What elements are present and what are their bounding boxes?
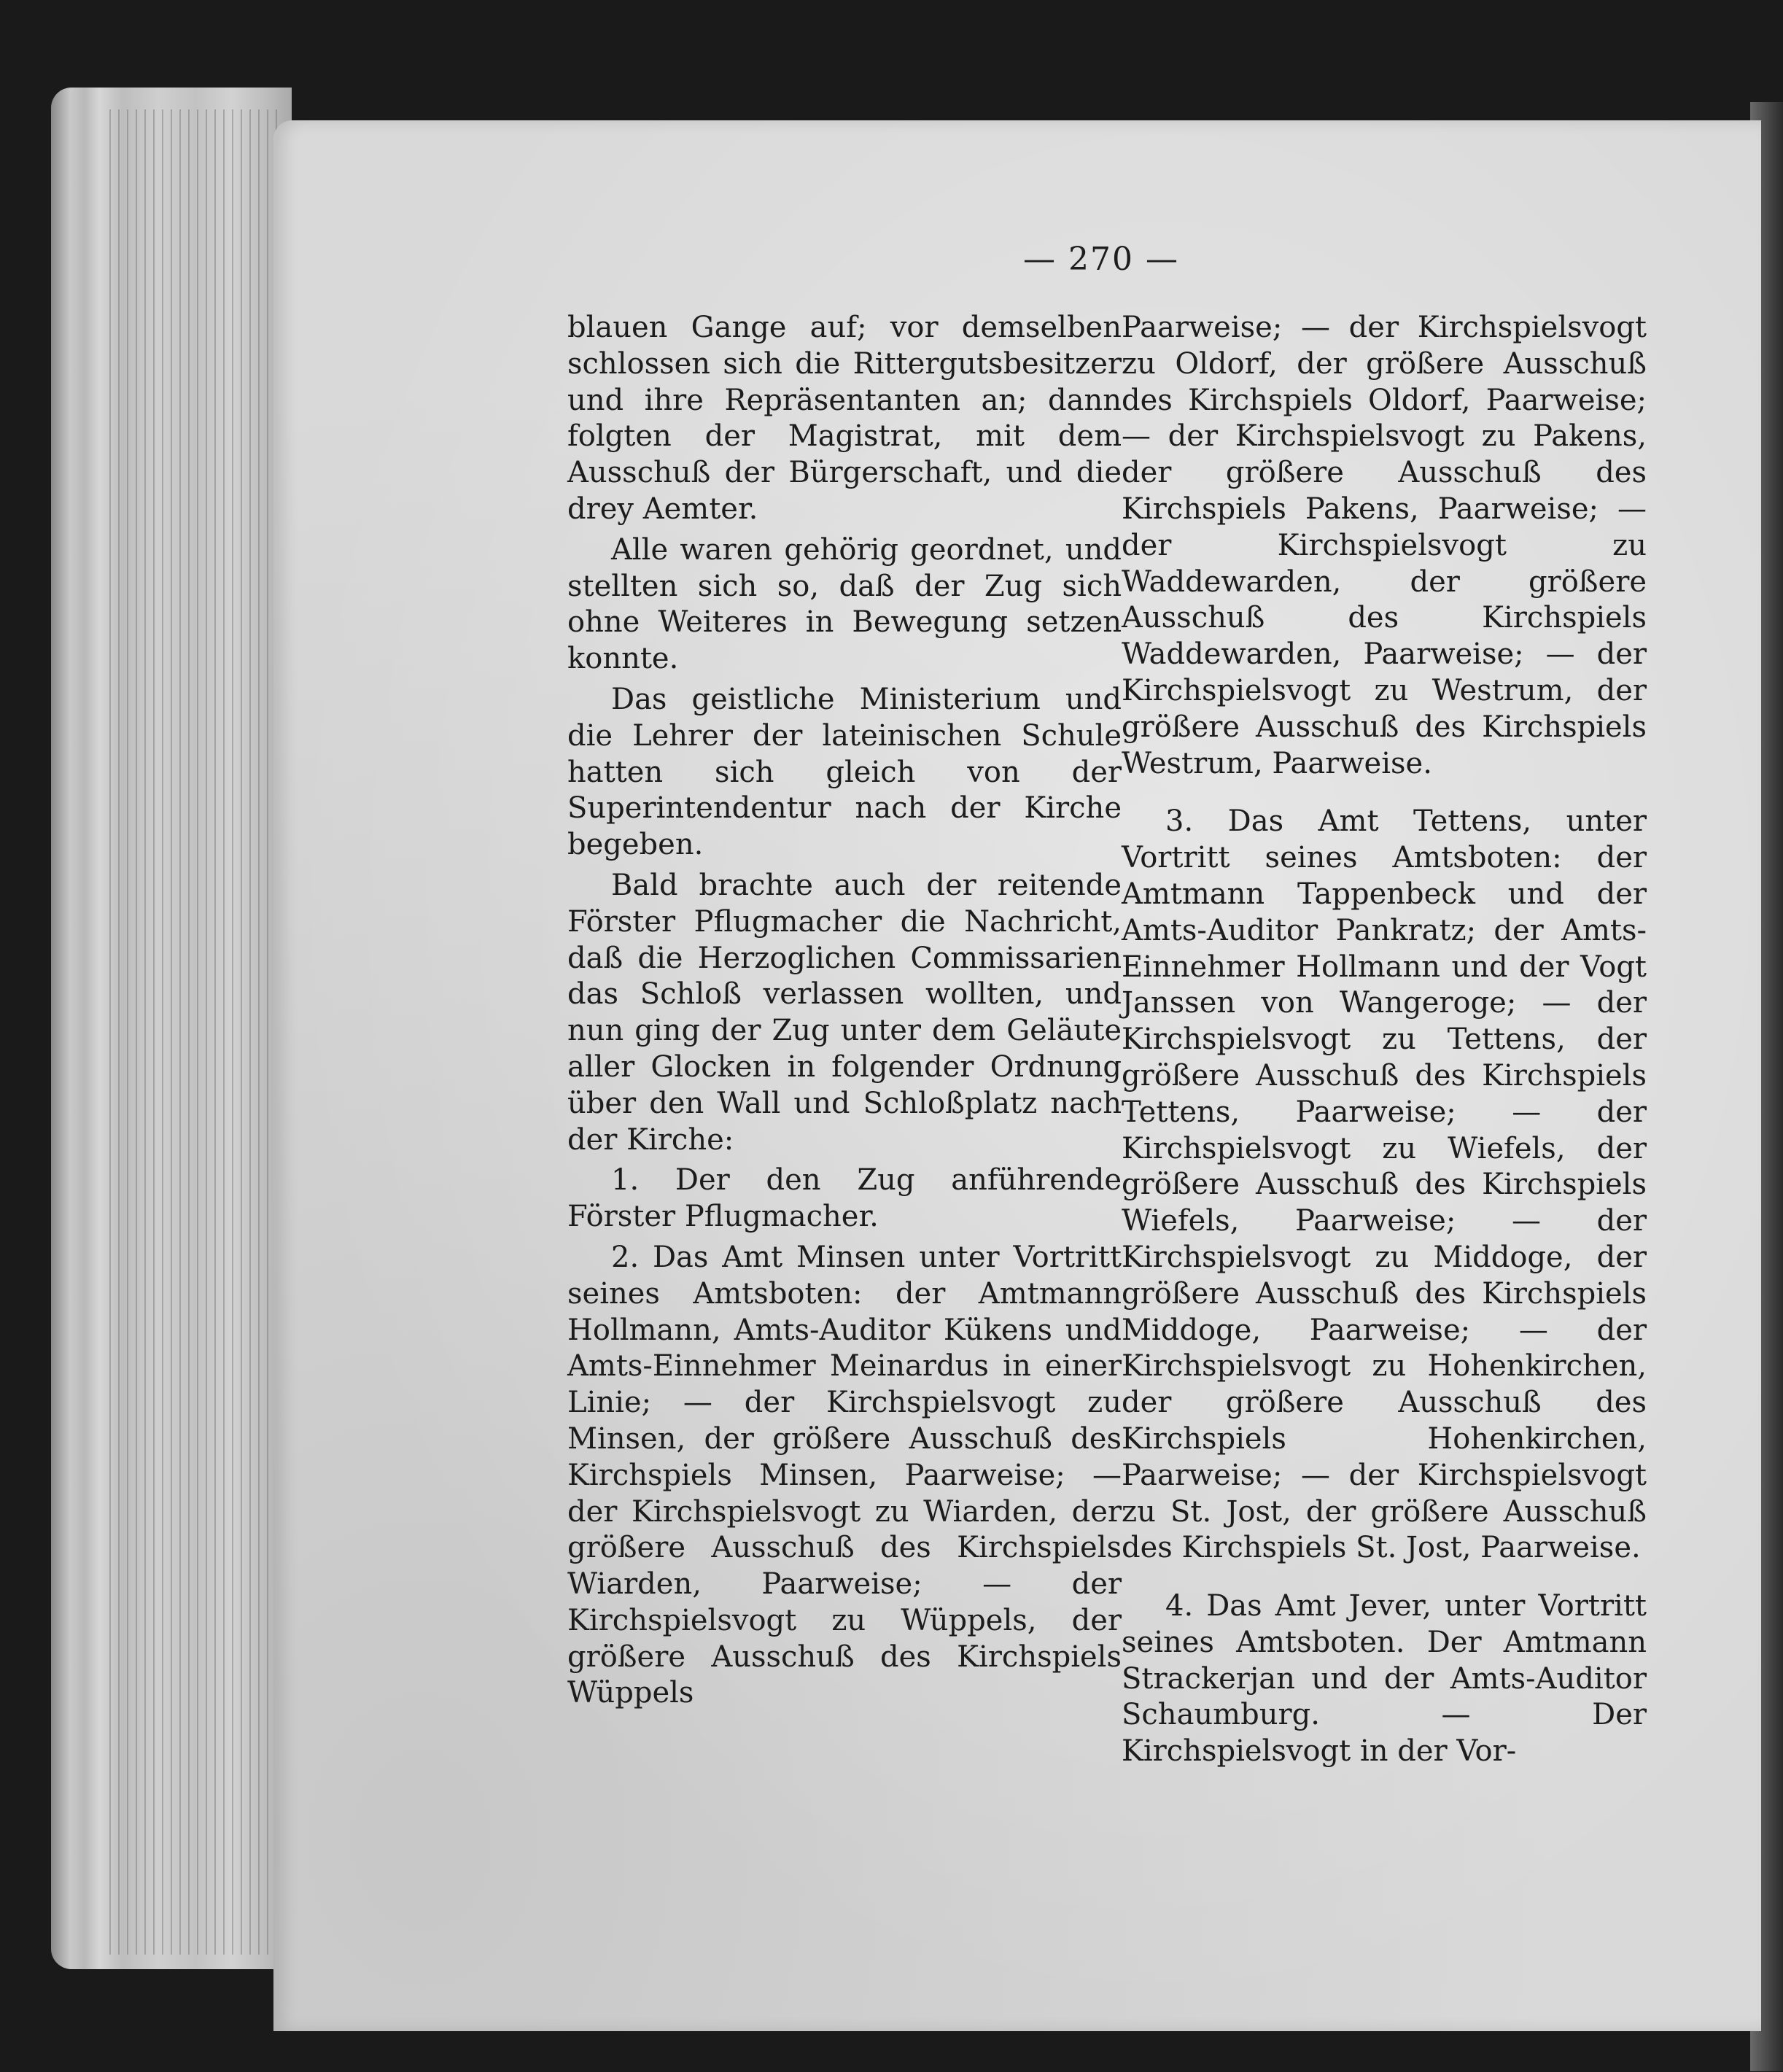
paragraph: Alle waren gehörig geordnet, und stellten sich so, daß der Zug sich ohne Weiteres in Bewegung setzen konnte. <box>567 532 1122 676</box>
paragraph: Paarweise; — der Kirchspielsvogt zu Oldorf, der größere Ausschuß des Kirchspiels Oldorf, Paarweise; — der Kirchspielsvogt zu Pakens, der größere Ausschuß des Kirchspiels Pakens, Paarweise; — der Kirchspielsvogt zu Waddewarden, der größere Ausschuß des Kirchspiels Waddewarden, Paarweise; — der Kirchspielsvogt zu Westrum, der größere Ausschuß des Kirchspiels Westrum, Paarweise. <box>1122 311 1647 780</box>
left-text-column <box>567 310 1122 1712</box>
paragraph: 4. Das Amt Jever, unter Vortritt seines Amtsboten. Der Amtmann Strackerjan und der Amts-Auditor Schaumburg. — Der Kirchspielsvogt in der Vor- <box>1122 1589 1647 1769</box>
right-text-column <box>1122 310 1647 1770</box>
paragraph: Das geistliche Ministerium und die Lehrer der lateinischen Schule hatten sich gleich von der Superintendentur nach der Kirche begeben. <box>567 682 1122 862</box>
page-edge-lines <box>109 109 284 1955</box>
paragraph: 2. Das Amt Minsen unter Vortritt seines Amtsboten: der Amtmann Hollmann, Amts-Auditor Kükens und Amts-Einnehmer Meinardus in einer Linie; — der Kirchspielsvogt zu Minsen, der größere Ausschuß des Kirchspiels Minsen, Paarweise; — der Kirchspielsvogt zu Wiarden, der größere Ausschuß des Kirchspiels Wiarden, Paarweise; — der Kirchspielsvogt zu Wüppels, der größere Ausschuß des Kirchspiels Wüppels <box>567 1240 1122 1710</box>
paragraph: 3. Das Amt Tettens, unter Vortritt seines Amtsboten: der Amtmann Tappenbeck und der Amts-Auditor Pankratz; der Amts-Einnehmer Hollmann und der Vogt Janssen von Wangeroge; — der Kirchspielsvogt zu Tettens, der größere Ausschuß des Kirchspiels Tettens, Paarweise; — der Kirchspielsvogt zu Wiefels, der größere Ausschuß des Kirchspiels Wiefels, Paarweise; — der Kirchspielsvogt zu Middoge, der größere Ausschuß des Kirchspiels Middoge, Paarweise; — der Kirchspielsvogt zu Hohenkirchen, der größere Ausschuß des Kirchspiels Hohenkirchen, Paarweise; — der Kirchspielsvogt zu St. Jost, der größere Ausschuß des Kirchspiels St. Jost, Paarweise. <box>1122 804 1647 1565</box>
paragraph: 1. Der den Zug anführende Förster Pflugmacher. <box>567 1163 1122 1234</box>
page-number: — 270 — <box>1023 241 1179 278</box>
paragraph: blauen Gange auf; vor demselben schlossen sich die Rittergutsbesitzer und ihre Repräsentanten an; dann folgten der Magistrat, mit dem Ausschuß der Bürgerschaft, und die drey Aemter. <box>567 311 1122 526</box>
paragraph: Bald brachte auch der reitende Förster Pflugmacher die Nachricht, daß die Herzoglichen Commissarien das Schloß verlassen wollten, und nun ging der Zug unter dem Geläute aller Glocken in folgender Ordnung über den Wall und Schloßplatz nach der Kirche: <box>567 868 1122 1157</box>
